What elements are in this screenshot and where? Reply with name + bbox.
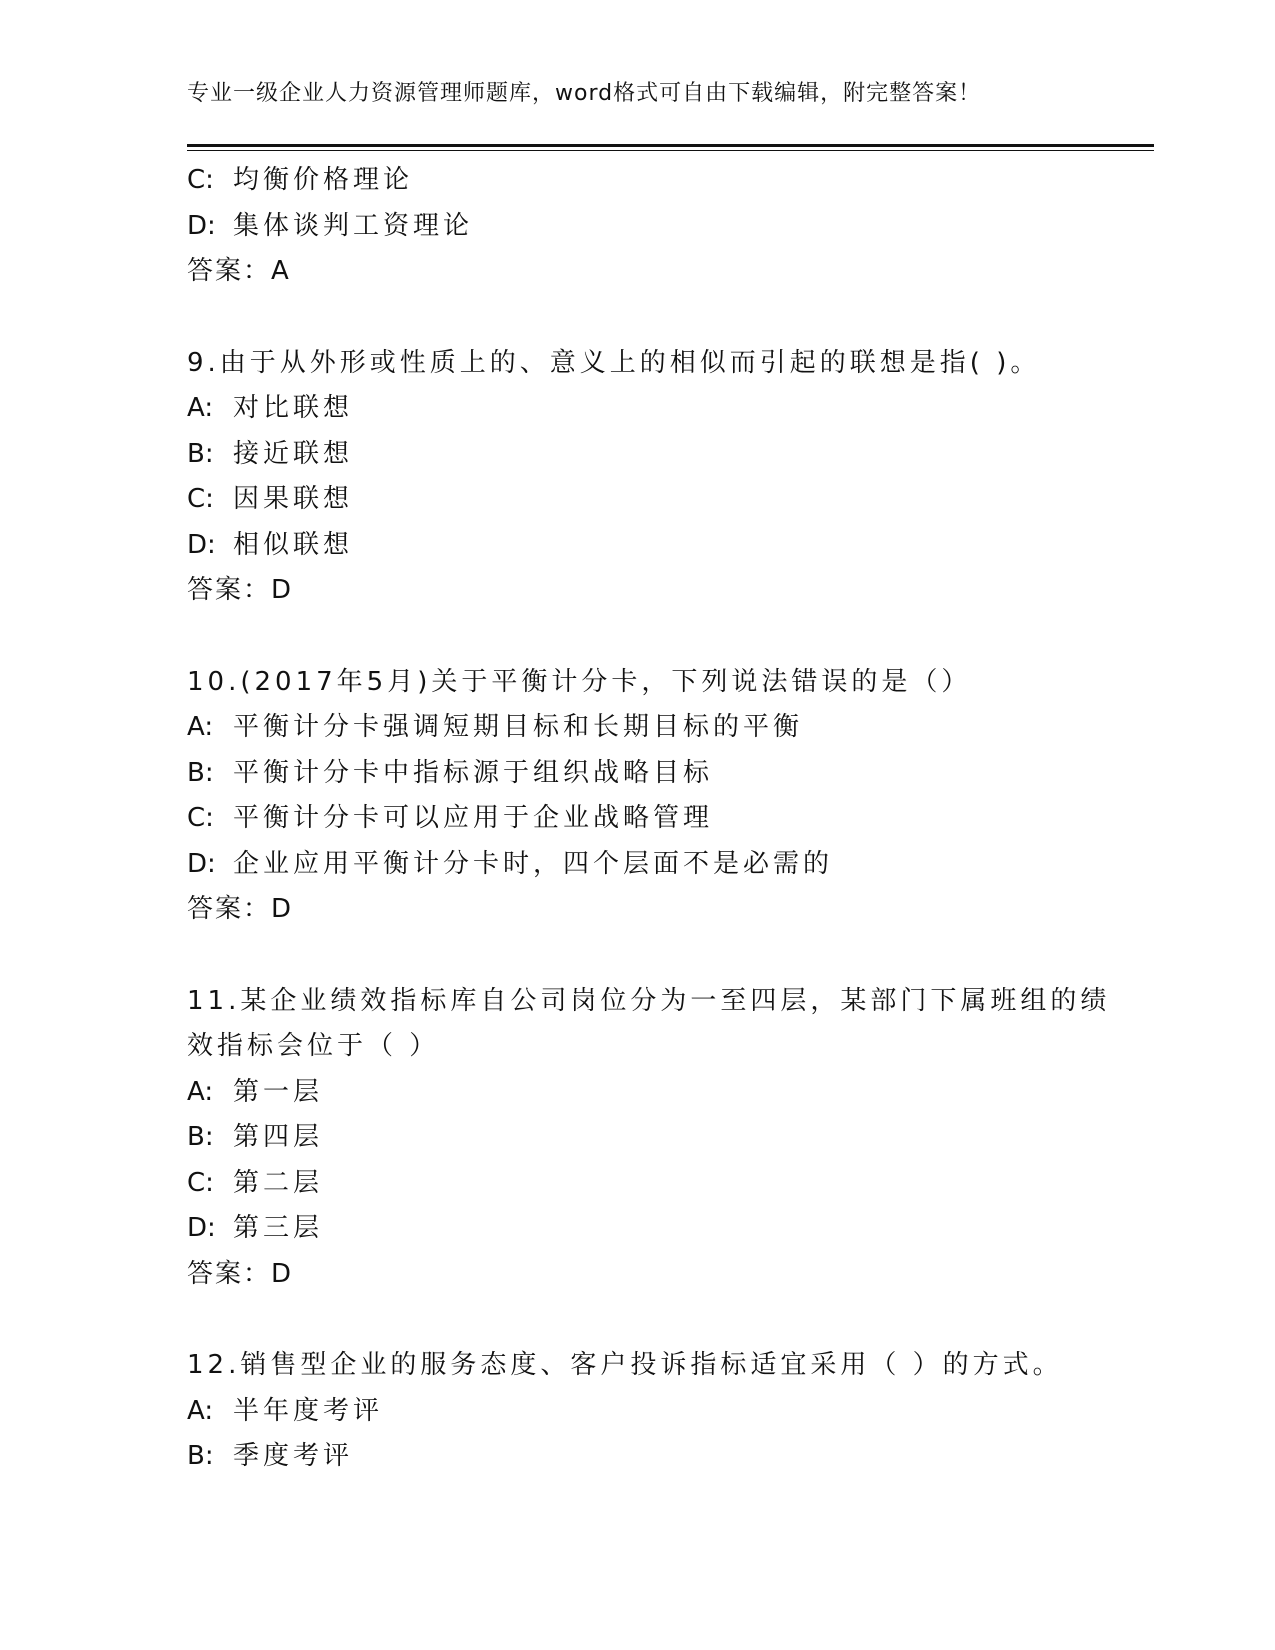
option-text: 平衡计分卡中指标源于组织战略目标	[233, 757, 714, 788]
spacer	[187, 295, 1087, 341]
option-d	[187, 204, 1087, 250]
option-a	[187, 705, 1087, 751]
option-text: 对比联想	[233, 393, 354, 423]
header-rule-thick	[187, 144, 1154, 147]
option-letter: B:	[187, 1441, 214, 1471]
option-text: 均衡价格理论	[233, 165, 414, 195]
question-stem-line-1: 11.某企业绩效指标库自公司岗位分为一至四层，某部门下属班组的绩	[187, 985, 1111, 1016]
option-letter: D:	[187, 529, 216, 560]
option-letter: D:	[187, 1213, 216, 1243]
page-header: 专业一级企业人力资源管理师题库，word格式可自由下载编辑，附完整答案！	[187, 81, 982, 106]
option-letter: C:	[187, 1167, 214, 1198]
option-text: 平衡计分卡强调短期目标和长期目标的平衡	[233, 712, 804, 742]
spacer	[187, 933, 1087, 979]
option-text: 集体谈判工资理论	[233, 210, 474, 241]
header-rule-thin	[187, 150, 1154, 151]
option-b	[187, 1434, 1087, 1480]
option-text: 接近联想	[233, 438, 354, 469]
answer-line: 答案：D	[187, 894, 294, 924]
option-text: 相似联想	[233, 529, 354, 560]
answer-line: 答案：D	[187, 575, 294, 605]
option-a	[187, 386, 1087, 432]
option-b	[187, 432, 1087, 478]
question-stem: 9.由于从外形或性质上的、意义上的相似而引起的联想是指( )。	[187, 347, 1041, 378]
question-stem: 12.销售型企业的服务态度、客户投诉指标适宜采用（ ）的方式。	[187, 1350, 1063, 1380]
option-d	[187, 1206, 1087, 1252]
option-letter: A:	[187, 712, 214, 742]
answer-line: 答案：A	[187, 256, 291, 286]
option-text: 第二层	[233, 1167, 324, 1198]
option-a	[187, 1389, 1087, 1435]
option-text: 平衡计分卡可以应用于企业战略管理	[233, 803, 714, 833]
option-d	[187, 842, 1087, 888]
option-letter: C:	[187, 803, 214, 833]
spacer	[187, 614, 1087, 660]
option-c	[187, 477, 1087, 523]
answer-line: 答案：D	[187, 1258, 294, 1289]
option-text: 企业应用平衡计分卡时，四个层面不是必需的	[233, 848, 834, 879]
option-a	[187, 1070, 1087, 1116]
option-text: 因果联想	[233, 484, 354, 514]
option-b	[187, 751, 1087, 797]
question-stem: 10.(2017年5月)关于平衡计分卡，下列说法错误的是（）	[187, 666, 972, 697]
option-c	[187, 158, 1087, 204]
option-b	[187, 1115, 1087, 1161]
option-letter: B:	[187, 438, 214, 469]
option-text: 第三层	[233, 1213, 324, 1243]
option-text: 第一层	[233, 1076, 324, 1107]
spacer	[187, 1297, 1087, 1343]
option-letter: A:	[187, 1395, 214, 1426]
option-letter: A:	[187, 1076, 214, 1107]
option-c	[187, 1161, 1087, 1207]
option-letter: C:	[187, 484, 214, 514]
option-text: 半年度考评	[233, 1395, 384, 1426]
option-text: 第四层	[233, 1122, 324, 1152]
option-c	[187, 796, 1087, 842]
question-stem-line-2: 效指标会位于（ ）	[187, 1031, 440, 1061]
option-letter: D:	[187, 210, 216, 241]
option-letter: A:	[187, 393, 214, 423]
question-content	[187, 158, 1111, 1480]
option-letter: B:	[187, 1122, 214, 1152]
option-letter: C:	[187, 165, 214, 195]
option-d	[187, 523, 1087, 569]
option-letter: B:	[187, 757, 214, 788]
option-text: 季度考评	[233, 1441, 354, 1471]
option-letter: D:	[187, 848, 216, 879]
